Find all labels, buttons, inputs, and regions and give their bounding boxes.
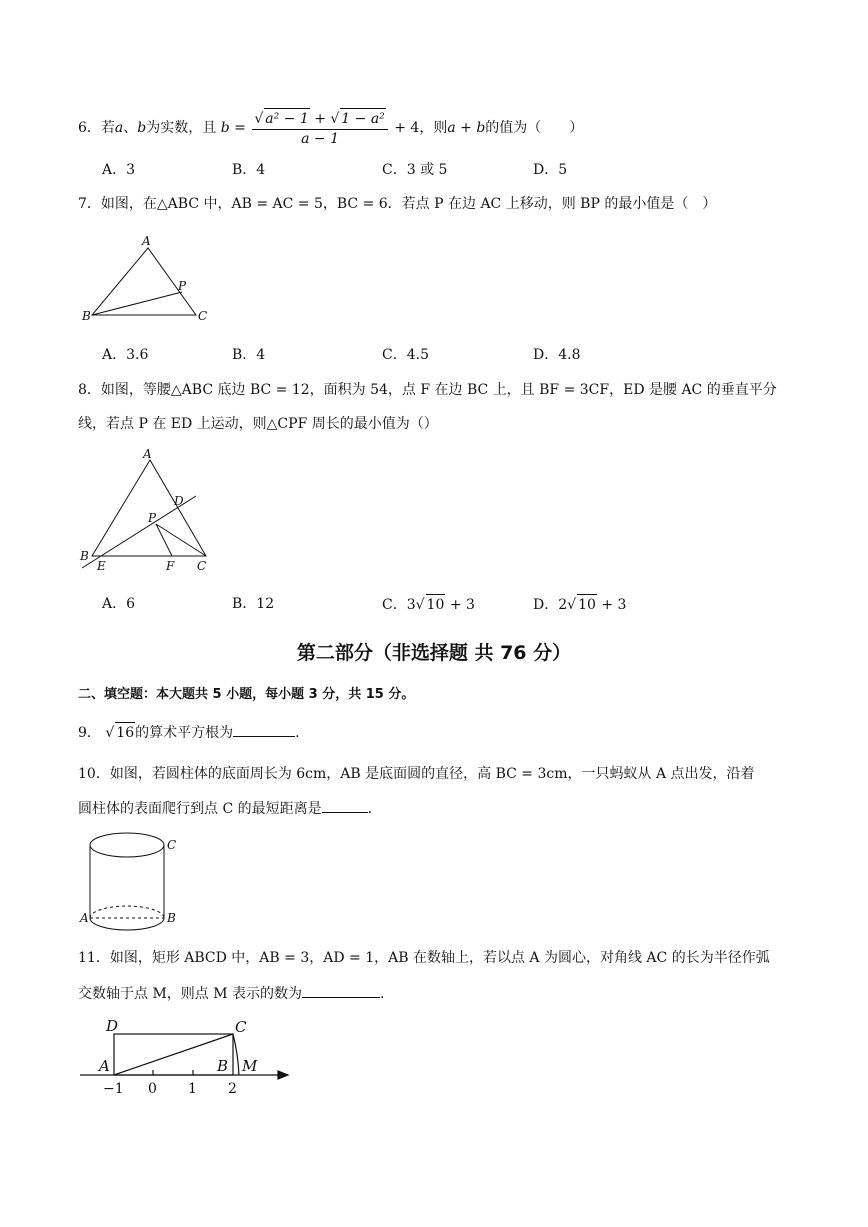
q8-choice-c: C．3√ 10 + 3 (382, 594, 475, 615)
q6-choice-c: C．3 或 5 (382, 162, 448, 178)
q10-label-c: C (167, 838, 177, 852)
q8-choice-b: B．12 (232, 596, 275, 612)
q9-number: 9． (78, 725, 101, 741)
q8-choice-d-prefix: D．2 (533, 597, 568, 613)
q6-root1: a² − 1 (265, 111, 309, 127)
q6-mid: 为实数，且 (146, 120, 217, 136)
q7-choice-c: C．4.5 (382, 347, 429, 363)
q6-choice-a: A．3 (102, 162, 136, 178)
q11-label-c: C (235, 1018, 247, 1036)
q8-choice-c-prefix: C．3 (382, 597, 416, 613)
q6-var-a: a (114, 120, 124, 136)
q8-label-d: D (174, 494, 184, 508)
q7-label-b: B (82, 309, 91, 323)
q6-eq-tail: + 4 (394, 120, 420, 136)
q11-tick-label-neg1: −1 (103, 1081, 124, 1097)
q6-plus: + (314, 111, 326, 127)
q9-root: 16 (115, 722, 135, 743)
q8-choice-a: A．6 (102, 596, 136, 612)
q7-label-a: A (142, 234, 151, 248)
q6-suffix: ，则 (419, 120, 448, 136)
q11-tick-label-1: 1 (188, 1081, 197, 1097)
q11-label-m: M (242, 1057, 258, 1075)
q9-end: . (295, 725, 300, 741)
q11-end: . (380, 986, 385, 1002)
q7-choice-a: A．3.6 (102, 347, 149, 363)
q11-label-a: A (99, 1057, 110, 1075)
q10-end: . (367, 801, 373, 817)
q7-choice-b: B．4 (232, 347, 266, 363)
q7-stem: 7．如图，在△ABC 中，AB = AC = 5，BC = 6．若点 P 在边 AC 上移动，则 BP 的最小值是（ ） (78, 196, 717, 212)
q8-choice-c-tail: + 3 (449, 597, 475, 613)
q8-stem-line2: 线，若点 P 在 ED 上运动，则△CPF 周长的最小值为（） (78, 416, 438, 432)
q11-diagonal-ac (114, 1034, 233, 1075)
q6-choice-d: D．5 (533, 162, 568, 178)
q8-stem-line1: 8．如图，等腰△ABC 底边 BC = 12，面积为 54，点 F 在边 BC 上，且 BF = 3CF，ED 是腰 AC 的垂直平分 (78, 382, 777, 398)
q6-expr: a + b (447, 120, 486, 136)
q7-label-c: C (198, 309, 208, 323)
q6-eq-lhs: b = (220, 120, 246, 136)
q8-label-f: F (166, 559, 175, 573)
q8-label-p: P (148, 511, 157, 525)
q8-label-c: C (197, 559, 207, 573)
q11-label-b: B (217, 1057, 229, 1075)
q6-root2: 1 − a² (341, 111, 385, 127)
part2-heading: 第二部分（非选择题 共 76 分） (296, 642, 572, 664)
q10-line2-text: 圆柱体的表面爬行到点 C 的最短距离是 (78, 801, 322, 817)
q10-label-b: B (167, 911, 176, 925)
q8-choice-c-root: 10 (426, 594, 446, 615)
q6-numerator: √ a² − 1 + √ 1 − a² (252, 108, 387, 130)
q6-var-b: b (137, 120, 147, 136)
q6-ask: 的值为（ ） (485, 120, 584, 136)
q8-label-e: E (97, 559, 106, 573)
q8-choice-d: D．2√ 10 + 3 (533, 594, 626, 615)
q11-arc-cm (233, 1034, 239, 1075)
q11-axis-arrow (278, 1071, 288, 1079)
q9-stem: 9． √ 16的算术平方根为 . (78, 722, 300, 743)
q11-stem-line1: 11．如图，矩形 ABCD 中，AB = 3，AD = 1，AB 在数轴上，若以点 A 为圆心，对角线 AC 的长为半径作弧 (78, 950, 770, 966)
q10-stem-line1: 10．如图，若圆柱体的底面周长为 6cm，AB 是底面圆的直径，高 BC = 3cm，一只蚂蚁从 A 点出发，沿着 (78, 766, 755, 782)
q11-line2-text: 交数轴于点 M，则点 M 表示的数为 (78, 986, 303, 1002)
q10-label-a: A (80, 911, 89, 925)
q6-choice-b: B．4 (232, 162, 266, 178)
q6-den-text: a − 1 (301, 131, 339, 147)
q8-label-b: B (80, 549, 89, 563)
q7-label-p: P (178, 279, 187, 293)
q11-tick-label-2: 2 (228, 1081, 237, 1097)
q11-tick-label-0: 0 (148, 1081, 157, 1097)
q8-label-a: A (143, 447, 152, 461)
q6-prefix: 6．若 (78, 120, 115, 136)
q8-choice-d-tail: + 3 (601, 597, 627, 613)
q11-label-d: D (106, 1017, 119, 1035)
section2-heading: 二、填空题：本大题共 5 小题，每小题 3 分，共 15 分。 (78, 687, 415, 702)
q9-text: 的算术平方根为 (135, 725, 234, 741)
q6-sep: 、 (123, 120, 138, 136)
q8-choice-d-root: 10 (577, 594, 597, 615)
q7-choice-d: D．4.8 (533, 347, 581, 363)
